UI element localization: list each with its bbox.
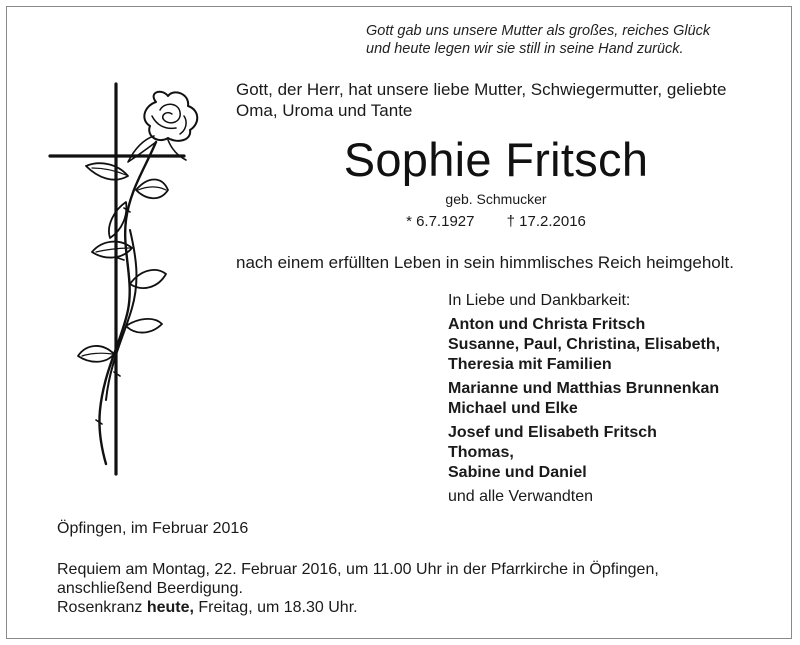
service-details — [57, 560, 777, 617]
death-statement: nach einem erfüllten Leben in sein himmlisches Reich heimgeholt. — [236, 253, 734, 272]
birth-date: * 6.7.1927 — [406, 213, 475, 230]
intro-line-2: Oma, Uroma und Tante — [236, 101, 413, 120]
intro-line-1: Gott, der Herr, hat unsere liebe Mutter, Schwiegermutter, geliebte — [236, 80, 727, 99]
rosary-today: heute, — [146, 599, 194, 616]
intro-text — [236, 79, 776, 121]
mourners-closing: und alle Verwandten — [448, 488, 593, 505]
mourner-group — [448, 423, 788, 483]
deceased-name: Sophie Fritsch — [343, 133, 649, 186]
requiem-line-1: Requiem am Montag, 22. Februar 2016, um 11.00 Uhr in der Pfarrkirche in Öpfingen, — [57, 561, 659, 578]
rosary-line — [57, 598, 777, 617]
mourner-line: Sabine und Daniel — [448, 464, 587, 481]
motto-line-1: Gott gab uns unsere Mutter als großes, reiches Glück — [366, 23, 711, 39]
birth-name: geb. Schmucker — [445, 191, 547, 207]
mourner-line: Anton und Christa Fritsch — [448, 316, 646, 333]
death-date: † 17.2.2016 — [506, 213, 586, 230]
motto-line-2: und heute legen wir sie still in seine Hand zurück. — [366, 41, 684, 57]
mourner-group — [448, 379, 788, 419]
motto-verse — [366, 22, 786, 58]
mourner-group — [448, 315, 788, 375]
mourner-line: Theresia mit Familien — [448, 356, 612, 373]
rosary-prefix: Rosenkranz — [57, 599, 147, 616]
life-dates — [236, 212, 756, 232]
mourners-block — [448, 291, 788, 507]
mourner-line: Marianne und Matthias Brunnenkan — [448, 380, 720, 397]
rosary-suffix: Freitag, um 18.30 Uhr. — [193, 599, 358, 616]
place-date: Öpfingen, im Februar 2016 — [57, 520, 249, 537]
mourner-line: Susanne, Paul, Christina, Elisabeth, — [448, 336, 721, 353]
mourners-greeting: In Liebe und Dankbarkeit: — [448, 292, 631, 309]
cross-with-rose-icon — [44, 80, 214, 478]
mourner-line: Michael und Elke — [448, 400, 578, 417]
mourner-line: Josef und Elisabeth Fritsch — [448, 424, 657, 441]
requiem-line-2: anschließend Beerdigung. — [57, 580, 243, 597]
mourner-line: Thomas, — [448, 444, 514, 461]
